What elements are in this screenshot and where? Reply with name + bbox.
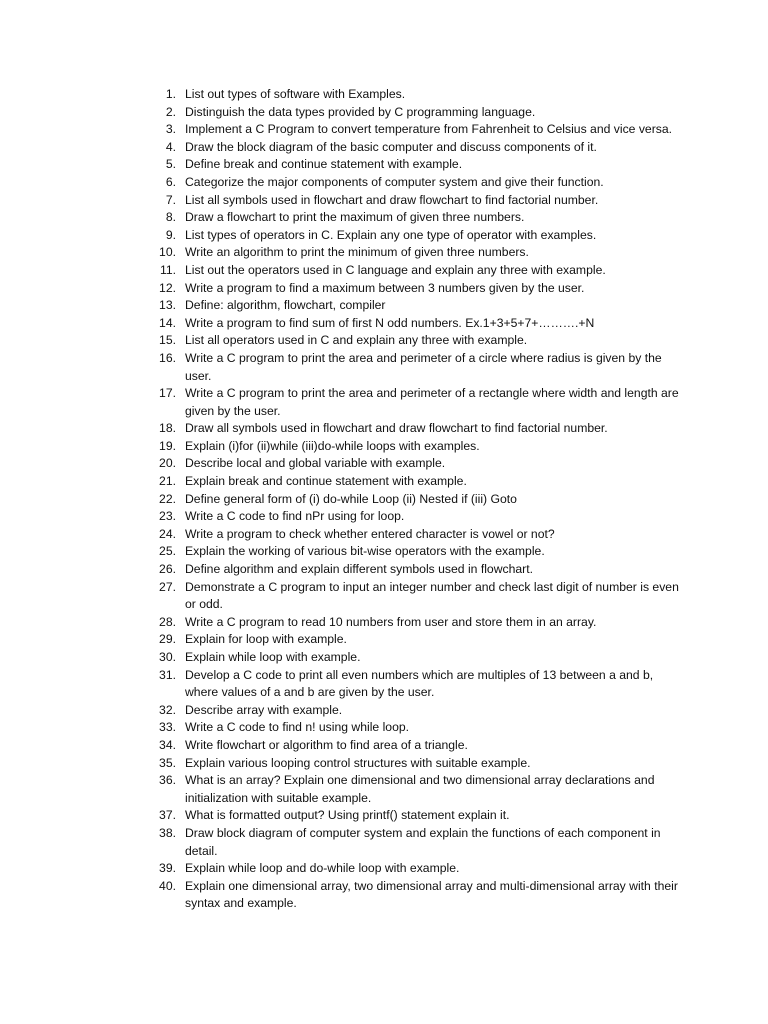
question-text: List out the operators used in C language and explain any three with example. — [185, 262, 606, 277]
question-text: Explain break and continue statement with example. — [185, 474, 467, 489]
question-number: 4. — [165, 139, 176, 154]
question-item — [150, 104, 680, 122]
question-text: List all operators used in C and explain any three with example. — [185, 333, 528, 348]
question-text: Draw the block diagram of the basic computer and discuss components of it. — [185, 139, 597, 154]
question-item — [150, 297, 680, 315]
question-number: 8. — [165, 210, 176, 225]
question-item — [150, 860, 680, 878]
question-text: Explain (i)for (ii)while (iii)do-while loops with examples. — [185, 438, 480, 453]
question-item — [150, 385, 680, 420]
question-number: 14. — [159, 315, 176, 330]
question-item — [150, 350, 680, 385]
question-item — [150, 438, 680, 456]
question-number: 36. — [159, 773, 176, 788]
question-number: 21. — [159, 474, 176, 489]
question-number: 2. — [165, 104, 176, 119]
question-number: 19. — [159, 438, 176, 453]
question-text: Write a program to find sum of first N odd numbers. Ex.1+3+5+7+……….+N — [185, 315, 595, 330]
question-text: Define algorithm and explain different symbols used in flowchart. — [185, 562, 533, 577]
question-text: List all symbols used in flowchart and draw flowchart to find factorial number. — [185, 192, 599, 207]
question-item — [150, 649, 680, 667]
question-item — [150, 807, 680, 825]
question-text: List types of operators in C. Explain any one type of operator with examples. — [185, 227, 597, 242]
question-text: Write a program to find a maximum between 3 numbers given by the user. — [185, 280, 585, 295]
question-number: 18. — [159, 421, 176, 436]
question-item — [150, 86, 680, 104]
question-number: 34. — [159, 737, 176, 752]
question-text: Distinguish the data types provided by C programming language. — [185, 104, 536, 119]
question-text: What is an array? Explain one dimensional and two dimensional array declarations and initialization with suitable example. — [185, 773, 655, 805]
question-number: 27. — [159, 579, 176, 594]
question-number: 23. — [159, 509, 176, 524]
question-item — [150, 667, 680, 702]
question-number: 6. — [165, 174, 176, 189]
question-number: 3. — [165, 122, 176, 137]
question-item — [150, 508, 680, 526]
question-number: 35. — [159, 755, 176, 770]
question-item — [150, 878, 680, 913]
question-item — [150, 561, 680, 579]
question-number: 5. — [165, 157, 176, 172]
question-number: 10. — [159, 245, 176, 260]
question-text: List out types of software with Examples. — [185, 87, 406, 101]
question-text: Implement a C Program to convert temperature from Fahrenheit to Celsius and vice versa. — [185, 122, 673, 137]
question-item — [150, 825, 680, 860]
question-number: 12. — [159, 280, 176, 295]
question-item — [150, 227, 680, 245]
question-text: Write a C code to find n! using while loop. — [185, 720, 410, 735]
question-item — [150, 543, 680, 561]
question-text: Write a C program to read 10 numbers from user and store them in an array. — [185, 614, 597, 629]
question-item — [150, 332, 680, 350]
question-text: Define: algorithm, flowchart, compiler — [185, 298, 386, 313]
question-number: 15. — [159, 333, 176, 348]
question-text: Categorize the major components of computer system and give their function. — [185, 174, 604, 189]
question-item — [150, 631, 680, 649]
question-item — [150, 473, 680, 491]
question-item — [150, 262, 680, 280]
question-number: 16. — [159, 350, 176, 365]
question-number: 17. — [159, 386, 176, 401]
question-number: 22. — [159, 491, 176, 506]
question-item — [150, 702, 680, 720]
question-number: 28. — [159, 614, 176, 629]
question-item — [150, 315, 680, 333]
question-number: 38. — [159, 825, 176, 840]
question-item — [150, 755, 680, 773]
question-item — [150, 121, 680, 139]
question-item — [150, 420, 680, 438]
question-item — [150, 209, 680, 227]
question-text: Develop a C code to print all even numbers which are multiples of 13 between a and b, where values of a and b are given by the user. — [185, 667, 654, 700]
question-text: Describe array with example. — [185, 702, 343, 717]
question-text: Draw block diagram of computer system and explain the functions of each component in detail. — [185, 825, 661, 858]
question-item — [150, 280, 680, 298]
question-text: Write a C program to print the area and perimeter of a rectangle where width and length are given by the user. — [185, 386, 679, 418]
question-text: Write an algorithm to print the minimum of given three numbers. — [185, 245, 529, 260]
question-number: 39. — [159, 861, 176, 876]
question-text: Explain one dimensional array, two dimensional array and multi-dimensional array with their syntax and example. — [185, 878, 678, 911]
question-text: Write a C program to print the area and perimeter of a circle where radius is given by the user. — [185, 350, 662, 383]
question-item — [150, 579, 680, 614]
question-text: Write a C code to find nPr using for loop. — [185, 509, 405, 524]
question-text: Define general form of (i) do-while Loop (ii) Nested if (iii) Goto — [185, 491, 517, 506]
question-list — [150, 86, 680, 913]
question-number: 31. — [159, 667, 176, 682]
question-item — [150, 719, 680, 737]
question-number: 25. — [159, 544, 176, 559]
question-item — [150, 156, 680, 174]
question-item — [150, 737, 680, 755]
question-item — [150, 174, 680, 192]
question-item — [150, 772, 680, 807]
question-text: Explain while loop and do-while loop with example. — [185, 861, 460, 876]
question-item — [150, 526, 680, 544]
question-number: 29. — [159, 632, 176, 647]
question-number: 40. — [159, 878, 176, 893]
question-number: 30. — [159, 650, 176, 664]
question-item — [150, 455, 680, 473]
question-number: 24. — [159, 526, 176, 541]
question-text: Write flowchart or algorithm to find area of a triangle. — [185, 737, 468, 752]
question-text: Explain while loop with example. — [185, 650, 361, 664]
question-text: Draw all symbols used in flowchart and draw flowchart to find factorial number. — [185, 421, 608, 436]
question-number: 1. — [165, 87, 176, 101]
question-number: 37. — [159, 808, 176, 823]
question-item — [150, 192, 680, 210]
question-text: Demonstrate a C program to input an integer number and check last digit of number is even or odd. — [185, 579, 679, 612]
question-text: Write a program to check whether entered character is vowel or not? — [185, 526, 555, 541]
question-number: 32. — [159, 702, 176, 717]
question-text: What is formatted output? Using printf() statement explain it. — [185, 808, 510, 823]
question-text: Explain the working of various bit-wise operators with the example. — [185, 544, 545, 559]
question-text: Define break and continue statement with example. — [185, 157, 463, 172]
question-text: Explain for loop with example. — [185, 632, 347, 647]
question-number: 26. — [159, 562, 176, 577]
question-item — [150, 244, 680, 262]
question-number: 11. — [159, 262, 176, 277]
question-item — [150, 614, 680, 632]
question-item — [150, 139, 680, 157]
question-text: Explain various looping control structures with suitable example. — [185, 755, 531, 770]
question-text: Draw a flowchart to print the maximum of given three numbers. — [185, 210, 525, 225]
question-number: 33. — [159, 720, 176, 735]
question-number: 20. — [159, 456, 176, 471]
question-item — [150, 491, 680, 509]
question-number: 13. — [159, 298, 176, 313]
question-number: 9. — [165, 227, 176, 242]
question-text: Describe local and global variable with example. — [185, 456, 446, 471]
question-number: 7. — [165, 192, 176, 207]
